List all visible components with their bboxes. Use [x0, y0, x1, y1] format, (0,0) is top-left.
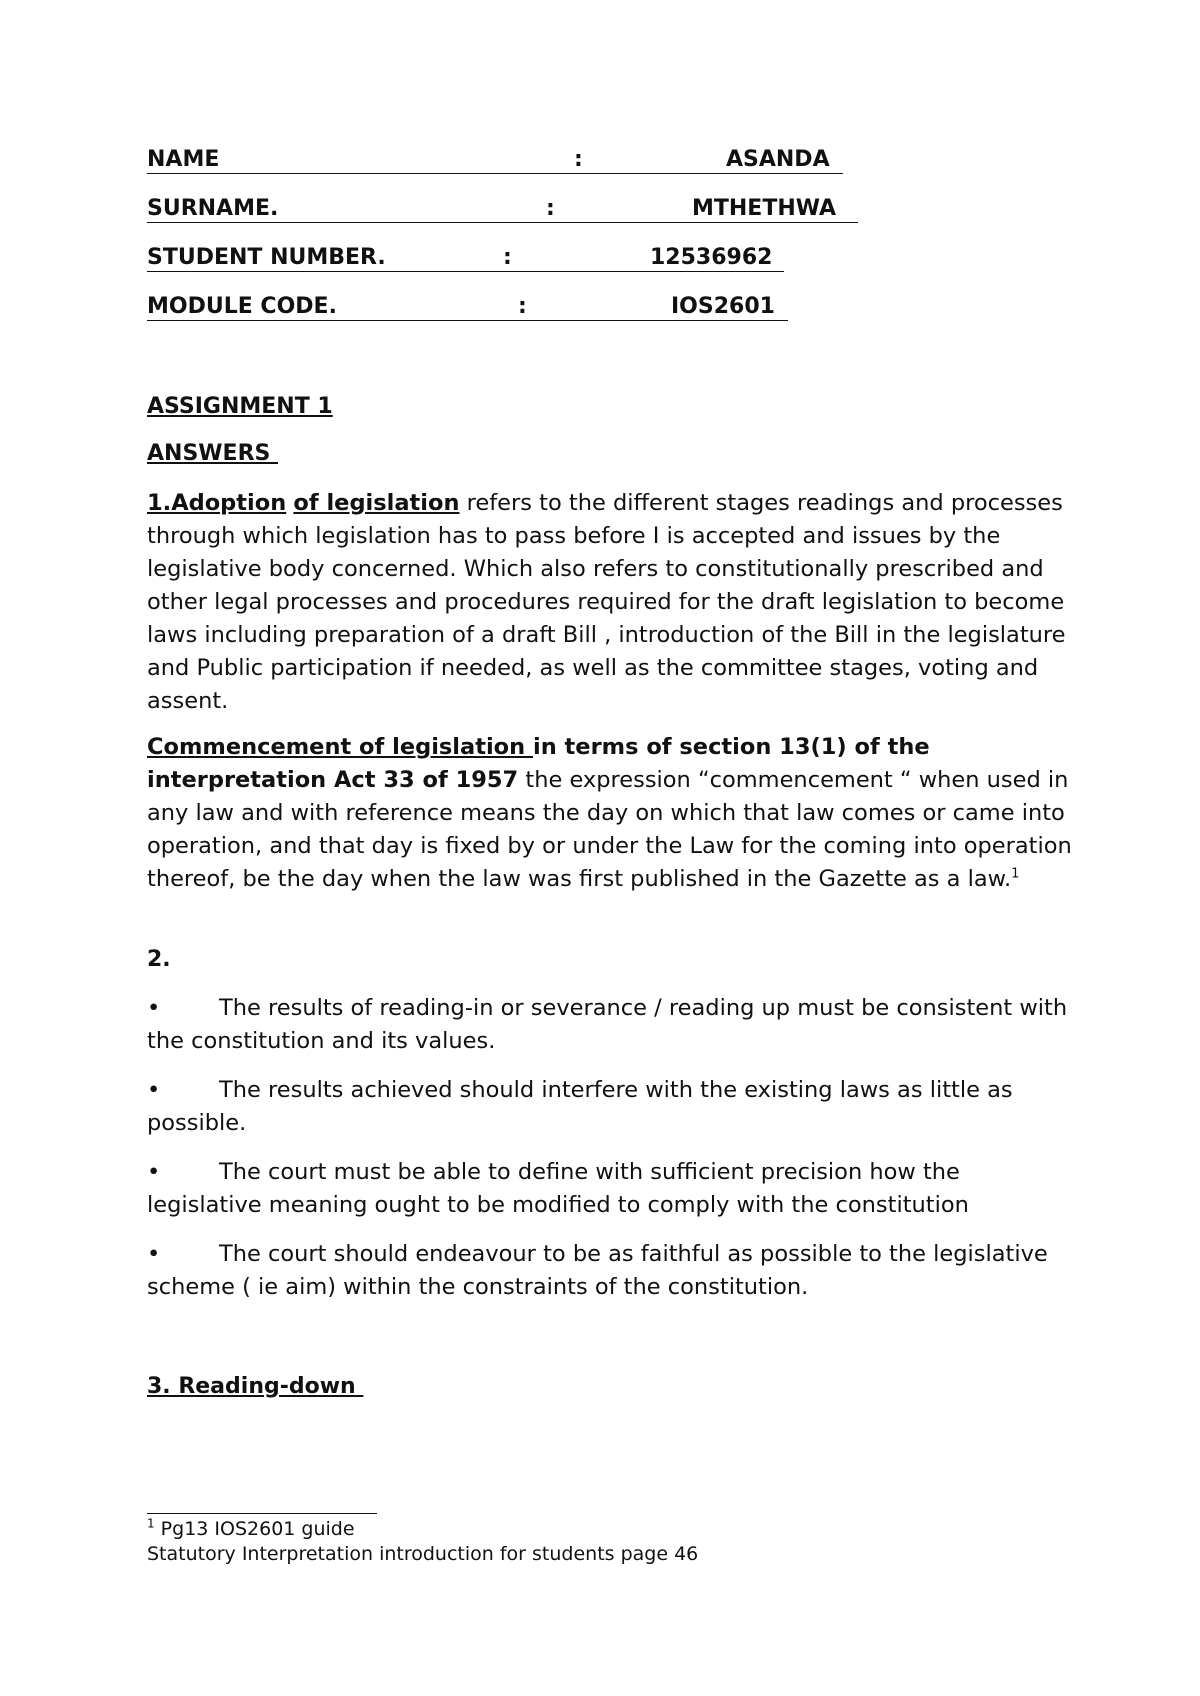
q1-commencement-reference: in terms of section 13(1) of the interpretation Act 33 of 1957 — [147, 734, 930, 793]
bullet-dot: • — [147, 1159, 161, 1185]
surname-value: MTHETHWA — [692, 196, 837, 221]
footnote-reference: 1 — [1011, 866, 1020, 882]
name-colon: : — [574, 147, 583, 172]
module-code-row — [147, 292, 788, 322]
module-code-value: IOS2601 — [671, 294, 775, 319]
student-number-colon: : — [503, 245, 512, 270]
q3-heading: 3. Reading-down — [147, 1374, 364, 1399]
bullet-dot: • — [147, 1241, 161, 1267]
q2-bullet-3 — [147, 1156, 1077, 1222]
footnote-number: 1 — [147, 1516, 155, 1531]
assignment-title: ASSIGNMENT 1 — [147, 394, 333, 419]
q2-bullet-2-text: The results achieved should interfere with the existing laws as little as possible. — [147, 1077, 1013, 1136]
answers-heading: ANSWERS — [147, 441, 279, 466]
name-label: NAME — [147, 147, 220, 172]
q1-term-adoption: 1.Adoption — [147, 490, 287, 516]
q2-bullet-3-text: The court must be able to define with sufficient precision how the legislative meaning ought to be modified to comply with the constitution — [147, 1159, 969, 1218]
surname-underline — [147, 222, 858, 223]
q2-heading: 2. — [147, 947, 171, 972]
q1-term-commencement: Commencement of legislation — [147, 734, 533, 760]
footnote-source: Pg13 IOS2601 guide — [154, 1518, 355, 1540]
student-number-value: 12536962 — [650, 245, 773, 270]
module-code-underline — [147, 320, 788, 321]
q1-adoption-text: refers to the different stages readings and processes through which legislation has to pass before I is accepted and issues by the legislative body concerned. Which also refers to constitutionally prescribed and other legal processes and procedures required for the draft legislation to become laws including preparation of a draft Bill , introduction of the Bill in the legislature and Public participation if needed, as well as the committee stages, voting and assent. — [147, 490, 1066, 714]
surname-row — [147, 194, 858, 224]
q2-bullet-4 — [147, 1238, 1077, 1304]
module-code-label: MODULE CODE. — [147, 294, 337, 319]
q1-term-of-legislation: of legislation — [293, 490, 460, 516]
student-number-row — [147, 243, 784, 273]
q1-commencement-text: the expression “commencement “ when used in any law and with reference means the day on which that law comes or came into operation, and that day is fixed by or under the Law for the coming into operation thereof, be the day when the law was first published in the Gazette as a law. — [147, 767, 1072, 892]
footnote-line-2: Statutory Interpretation introduction for students page 46 — [147, 1543, 699, 1565]
q2-bullet-4-text: The court should endeavour to be as faithful as possible to the legislative scheme ( ie aim) within the constraints of the constitution. — [147, 1241, 1048, 1300]
student-number-label: STUDENT NUMBER. — [147, 245, 386, 270]
q2-bullet-1-text: The results of reading-in or severance / reading up must be consistent with the constitution and its values. — [147, 995, 1068, 1054]
surname-label: SURNAME. — [147, 196, 279, 221]
footnote-line-1 — [147, 1517, 355, 1541]
module-code-colon: : — [518, 294, 527, 319]
name-row — [147, 145, 843, 175]
surname-colon: : — [546, 196, 555, 221]
bullet-dot: • — [147, 995, 161, 1021]
student-number-underline — [147, 271, 784, 272]
q2-bullet-2 — [147, 1074, 1077, 1140]
footnote-separator — [147, 1513, 377, 1514]
name-underline — [147, 173, 843, 174]
q2-bullet-1 — [147, 992, 1077, 1058]
q1-commencement-paragraph — [147, 731, 1077, 896]
name-value: ASANDA — [726, 147, 830, 172]
q1-adoption-paragraph — [147, 487, 1077, 718]
bullet-dot: • — [147, 1077, 161, 1103]
